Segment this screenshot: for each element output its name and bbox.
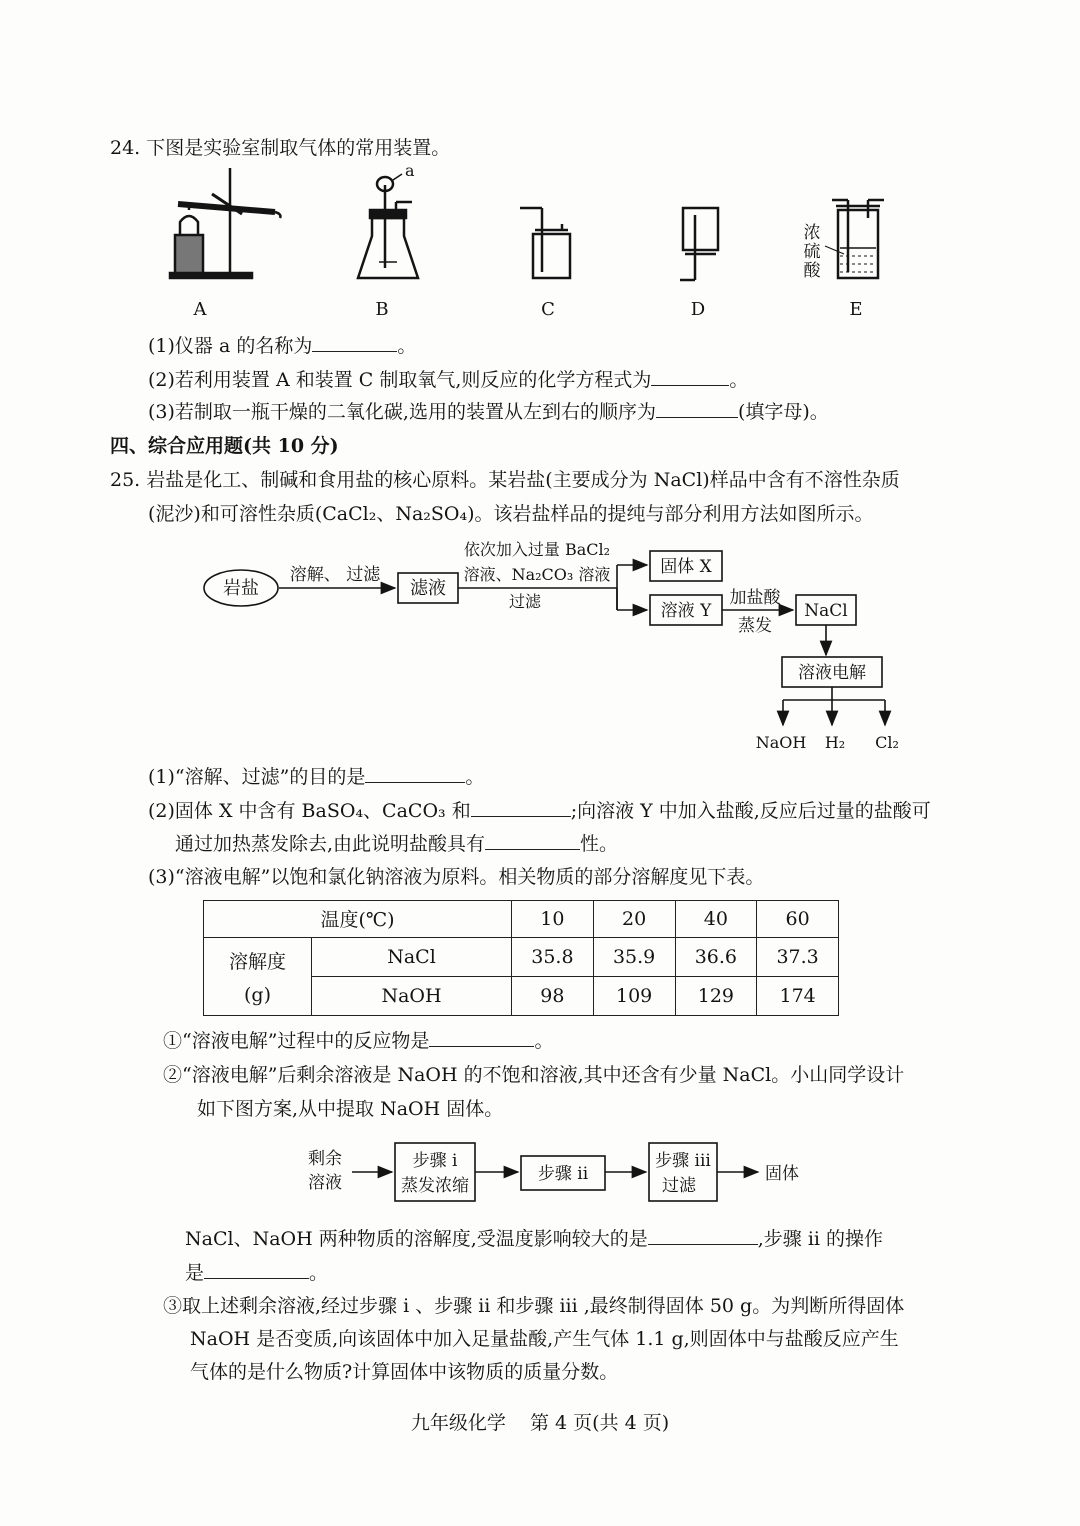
filtrate-label: 滤液 bbox=[410, 578, 446, 599]
product-h2: H₂ bbox=[824, 733, 846, 752]
answer-blank[interactable] bbox=[471, 798, 571, 817]
table-cell: 35.8 bbox=[512, 937, 594, 976]
table-row bbox=[204, 901, 839, 938]
table-cell: 37.3 bbox=[757, 937, 839, 976]
step-i-line2: 蒸发浓缩 bbox=[401, 1176, 469, 1196]
add-hcl-label: 加盐酸 bbox=[729, 588, 781, 608]
q25-sub3-intro: (3)“溶液电解”以饱和氯化钠溶液为原料。相关物质的部分溶解度见下表。 bbox=[148, 866, 765, 888]
reagent-line2: 溶液、Na₂CO₃ 溶液 bbox=[463, 565, 611, 584]
rock-salt-label: 岩盐 bbox=[223, 578, 259, 599]
q25-intro-2: (泥沙)和可溶性杂质(CaCl₂、Na₂SO₄)。该岩盐样品的提纯与部分利用方法如图所示。 bbox=[148, 503, 874, 525]
extraction-flowchart bbox=[300, 1138, 820, 1208]
q25-intro-1: 25. 岩盐是化工、制碱和食用盐的核心原料。某岩盐(主要成分为 NaCl)样品中含有不溶性杂质 bbox=[110, 469, 900, 491]
q25-sub2-line1: (2)固体 X 中含有 BaSO₄、CaCO₃ 和 ;向溶液 Y 中加入盐酸,反应后过量的盐酸可 bbox=[148, 800, 931, 822]
table-cell: 129 bbox=[675, 976, 757, 1015]
q24-sub3: (3)若制取一瓶干燥的二氧化碳,选用的装置从左到右的顺序为 (填字母)。 bbox=[148, 401, 829, 423]
q25-c2-question2: 是 。 bbox=[185, 1262, 329, 1284]
apparatus-c bbox=[520, 208, 570, 278]
page-footer: 九年级化学 第 4 页(共 4 页) bbox=[410, 1412, 670, 1434]
start-line1: 剩余 bbox=[308, 1149, 342, 1169]
e-note-3: 酸 bbox=[803, 261, 821, 281]
product-cl2: Cl₂ bbox=[875, 733, 899, 752]
nacl-label: NaCl bbox=[804, 601, 848, 621]
apparatus-e bbox=[825, 200, 884, 278]
solubility-table bbox=[203, 900, 839, 1016]
apparatus-label-c: C bbox=[541, 299, 555, 320]
q24-title: 24. 下图是实验室制取气体的常用装置。 bbox=[110, 137, 451, 159]
answer-blank[interactable] bbox=[204, 1260, 309, 1279]
step-iii-line1: 步骤 iii bbox=[655, 1151, 711, 1171]
q24-sub2: (2)若利用装置 A 和装置 C 制取氧气,则反应的化学方程式为 。 bbox=[148, 369, 749, 391]
table-header-label: 温度(℃) bbox=[204, 901, 512, 938]
q24-sub1: (1)仪器 a 的名称为 。 bbox=[148, 335, 417, 357]
step-iii-line2: 过滤 bbox=[662, 1176, 696, 1196]
end-label: 固体 bbox=[765, 1164, 799, 1184]
answer-blank[interactable] bbox=[429, 1028, 534, 1047]
solid-x-label: 固体 X bbox=[660, 557, 712, 577]
q25-c2-question: NaCl、NaOH 两种物质的溶解度,受温度影响较大的是 ,步骤 ii 的操作 bbox=[185, 1228, 884, 1250]
apparatus-label-a: A bbox=[193, 299, 207, 320]
apparatus-b bbox=[358, 174, 418, 278]
answer-blank[interactable] bbox=[485, 831, 580, 850]
evaporate-label: 蒸发 bbox=[738, 616, 772, 636]
apparatus-a bbox=[170, 168, 280, 278]
purification-flowchart bbox=[195, 535, 915, 760]
product-naoh: NaOH bbox=[755, 733, 807, 752]
table-cell: 174 bbox=[757, 976, 839, 1015]
table-cell: 109 bbox=[593, 976, 675, 1015]
q25-c3-line2: NaOH 是否变质,向该固体中加入足量盐酸,产生气体 1.1 g,则固体中与盐酸反应产生 bbox=[190, 1328, 899, 1350]
apparatus-label-b: B bbox=[375, 299, 389, 320]
reagent-line1: 依次加入过量 BaCl₂ bbox=[463, 540, 611, 559]
solution-y-label: 溶液 Y bbox=[660, 601, 712, 621]
answer-blank[interactable] bbox=[312, 333, 397, 352]
table-temp: 20 bbox=[593, 901, 675, 938]
answer-blank[interactable] bbox=[656, 399, 738, 418]
table-row-name: NaCl bbox=[312, 937, 512, 976]
step-i-line1: 步骤 i bbox=[412, 1151, 458, 1171]
table-cell: 35.9 bbox=[593, 937, 675, 976]
apparatus-d bbox=[680, 208, 718, 280]
q25-c1: ①“溶液电解”过程中的反应物是 。 bbox=[163, 1030, 554, 1052]
q25-c2-line1: ②“溶液电解”后剩余溶液是 NaOH 的不饱和溶液,其中还含有少量 NaCl。小山同学设计 bbox=[163, 1064, 905, 1086]
table-row bbox=[204, 937, 839, 976]
q25-c3-line3: 气体的是什么物质?计算固体中该物质的质量分数。 bbox=[190, 1361, 619, 1383]
q25-sub2-line2: 通过加热蒸发除去,由此说明盐酸具有 性。 bbox=[175, 833, 619, 855]
e-note-2: 硫 bbox=[803, 242, 821, 262]
q25-sub1: (1)“溶解、过滤”的目的是 。 bbox=[148, 766, 485, 788]
electrolysis-label: 溶液电解 bbox=[798, 663, 866, 683]
q25-c2-line2: 如下图方案,从中提取 NaOH 固体。 bbox=[197, 1098, 504, 1120]
label-a-marker: a bbox=[405, 161, 415, 180]
answer-blank[interactable] bbox=[365, 764, 465, 783]
table-cell: 36.6 bbox=[675, 937, 757, 976]
e-note-1: 浓 bbox=[803, 223, 821, 243]
table-row-group: 溶解度 (g) bbox=[204, 937, 312, 1015]
step-ii-label: 步骤 ii bbox=[537, 1164, 589, 1184]
apparatus-label-e: E bbox=[849, 299, 863, 320]
table-cell: 98 bbox=[512, 976, 594, 1015]
answer-blank[interactable] bbox=[651, 367, 729, 386]
q25-c3-line1: ③取上述剩余溶液,经过步骤 i 、步骤 ii 和步骤 iii ,最终制得固体 50 g。为判断所得固体 bbox=[163, 1295, 905, 1317]
reagent-line3: 过滤 bbox=[508, 592, 542, 611]
table-temp: 10 bbox=[512, 901, 594, 938]
answer-blank[interactable] bbox=[648, 1226, 758, 1245]
start-line2: 溶液 bbox=[308, 1173, 342, 1193]
apparatus-label-d: D bbox=[690, 299, 706, 320]
table-row-name: NaOH bbox=[312, 976, 512, 1015]
section-title: 四、综合应用题(共 10 分) bbox=[110, 435, 339, 457]
apparatus-figure bbox=[150, 160, 910, 330]
step1-label: 溶解、 过滤 bbox=[289, 565, 381, 585]
table-temp: 60 bbox=[757, 901, 839, 938]
table-temp: 40 bbox=[675, 901, 757, 938]
